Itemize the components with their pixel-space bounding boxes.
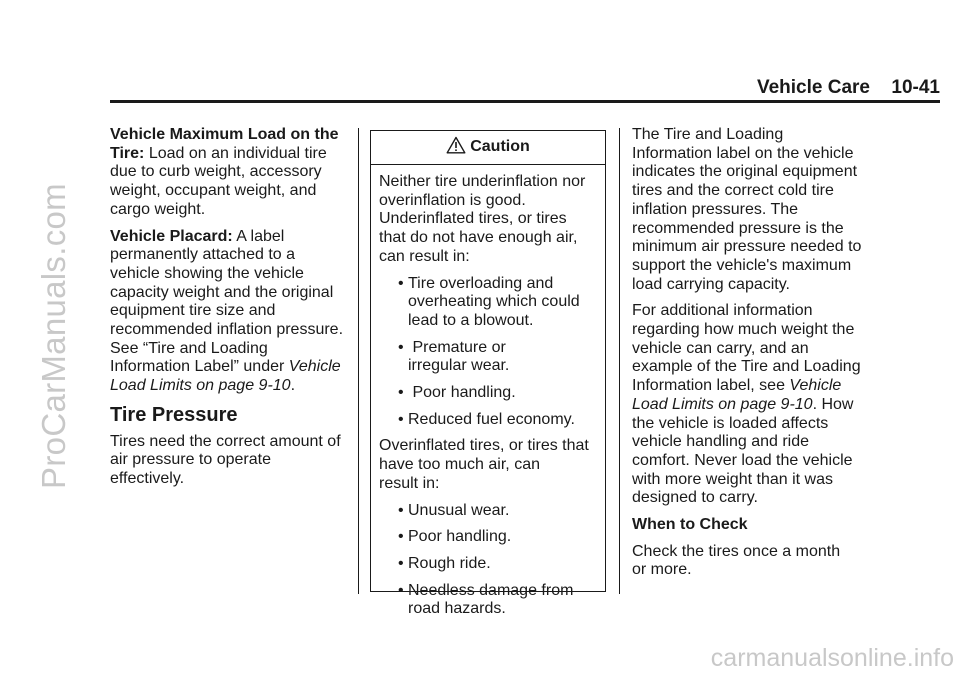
body-line: example of the Tire and Loading	[632, 358, 861, 376]
list-item-line: • Rough ride.	[408, 554, 491, 572]
body-line: For additional information	[632, 302, 813, 320]
caution-header	[371, 131, 605, 165]
list-item-line: road hazards.	[408, 600, 506, 618]
warning-triangle-icon	[446, 136, 466, 160]
column-divider	[358, 128, 359, 594]
caution-line: overinflation is good.	[379, 191, 526, 209]
body-line: Information label, see	[632, 377, 790, 395]
section-title: Vehicle Care	[756, 77, 870, 98]
body-line: . How	[812, 395, 854, 413]
caution-line: that do not have enough air,	[379, 229, 578, 247]
body-line: Tires need the correct amount of	[110, 432, 341, 450]
definition-max-load	[110, 126, 350, 220]
list-item	[379, 411, 605, 430]
definition-text: permanently attached to a	[110, 246, 296, 264]
definition-term: Vehicle Maximum Load on the	[110, 126, 339, 143]
caution-title: Caution	[470, 138, 530, 156]
body-paragraph	[632, 302, 872, 508]
definition-text: A label	[236, 227, 285, 245]
list-item	[379, 502, 605, 521]
list-item	[379, 384, 605, 403]
definition-term: Tire:	[110, 144, 145, 162]
cross-reference-link[interactable]: Load Limits on page 9-10	[110, 377, 291, 395]
body-line: with more weight than it was	[632, 470, 833, 488]
body-line: recommended pressure is the	[632, 219, 844, 237]
list-item-line: overheating which could	[408, 293, 580, 311]
caution-box	[370, 130, 606, 618]
caution-line: can result in:	[379, 247, 470, 265]
caution-line: Overinflated tires, or tires that	[379, 437, 589, 455]
list-item	[379, 339, 605, 376]
definition-placard	[110, 228, 350, 396]
header-rule	[110, 100, 940, 103]
body-line: comfort. Never load the vehicle	[632, 451, 853, 469]
definition-text: due to curb weight, accessory	[110, 163, 322, 181]
definition-text: Information Label” under	[110, 358, 289, 376]
list-item-line: irregular wear.	[408, 357, 510, 375]
list-item	[379, 555, 605, 574]
caution-body	[371, 165, 605, 619]
list-item-line: • Tire overloading and	[408, 274, 554, 292]
definition-text: cargo weight.	[110, 200, 206, 218]
body-line: effectively.	[110, 469, 185, 487]
cross-reference-link[interactable]: Vehicle	[288, 358, 341, 376]
body-line: support the vehicle's maximum	[632, 256, 852, 274]
body-line: the vehicle is loaded affects	[632, 414, 829, 432]
body-line: tires and the correct cold tire	[632, 182, 834, 200]
list-item-line: • Needless damage from	[408, 581, 574, 599]
bottom-watermark: carmanualsonline.info	[710, 644, 954, 672]
list-item-line: lead to a blowout.	[408, 311, 534, 329]
overinflation-list	[379, 502, 605, 620]
column-divider	[619, 128, 620, 594]
body-line: vehicle can carry, and an	[632, 339, 809, 357]
column-left	[110, 126, 350, 497]
section-heading: Tire Pressure	[110, 403, 238, 426]
list-item	[379, 582, 605, 619]
body-paragraph	[632, 543, 872, 580]
body-line: The Tire and Loading	[632, 126, 784, 143]
column-right	[632, 126, 872, 588]
body-line: inflation pressures. The	[632, 200, 799, 218]
definition-text: .	[290, 377, 296, 395]
list-item	[379, 275, 605, 331]
body-line: regarding how much weight the	[632, 321, 855, 339]
page-number: 10-41	[891, 77, 940, 98]
body-line: minimum air pressure needed to	[632, 238, 862, 256]
definition-text: See “Tire and Loading	[110, 339, 268, 357]
body-line: designed to carry.	[632, 489, 758, 507]
caution-mid	[379, 437, 605, 493]
list-item-line: • Premature or	[408, 338, 506, 356]
definition-text: equipment tire size and	[110, 302, 276, 320]
definition-text: recommended inflation pressure.	[110, 321, 344, 339]
body-line: or more.	[632, 561, 692, 579]
caution-line: result in:	[379, 474, 440, 492]
caution-line: Neither tire underinflation nor	[379, 173, 586, 190]
list-item-line: • Poor handling.	[408, 384, 516, 402]
list-item	[379, 528, 605, 547]
caution-line: Underinflated tires, or tires	[379, 210, 567, 228]
body-line: load carrying capacity.	[632, 275, 790, 293]
body-line: indicates the original equipment	[632, 163, 858, 181]
list-item-line: • Reduced fuel economy.	[408, 410, 575, 428]
underinflation-list	[379, 275, 605, 430]
body-paragraph	[110, 433, 350, 489]
definition-text: vehicle showing the vehicle	[110, 264, 304, 282]
body-line: Information label on the vehicle	[632, 144, 854, 162]
body-paragraph	[632, 126, 872, 294]
list-item-line: • Unusual wear.	[408, 501, 510, 519]
definition-text: weight, occupant weight, and	[110, 182, 317, 200]
cross-reference-link[interactable]: Load Limits on page 9-10	[632, 395, 813, 413]
body-line: air pressure to operate	[110, 451, 271, 469]
body-line: vehicle handling and ride	[632, 433, 810, 451]
list-item-line: • Poor handling.	[408, 528, 512, 546]
definition-text: Load on an individual tire	[148, 144, 327, 162]
side-watermark: ProCarManuals.com	[35, 183, 72, 489]
definition-term: Vehicle Placard:	[110, 227, 233, 245]
definition-text: capacity weight and the original	[110, 283, 334, 301]
caution-line: have too much air, can	[379, 456, 540, 474]
body-line: Check the tires once a month	[632, 542, 841, 560]
subheading: When to Check	[632, 516, 748, 534]
caution-intro	[379, 173, 605, 267]
cross-reference-link[interactable]: Vehicle	[789, 377, 842, 395]
